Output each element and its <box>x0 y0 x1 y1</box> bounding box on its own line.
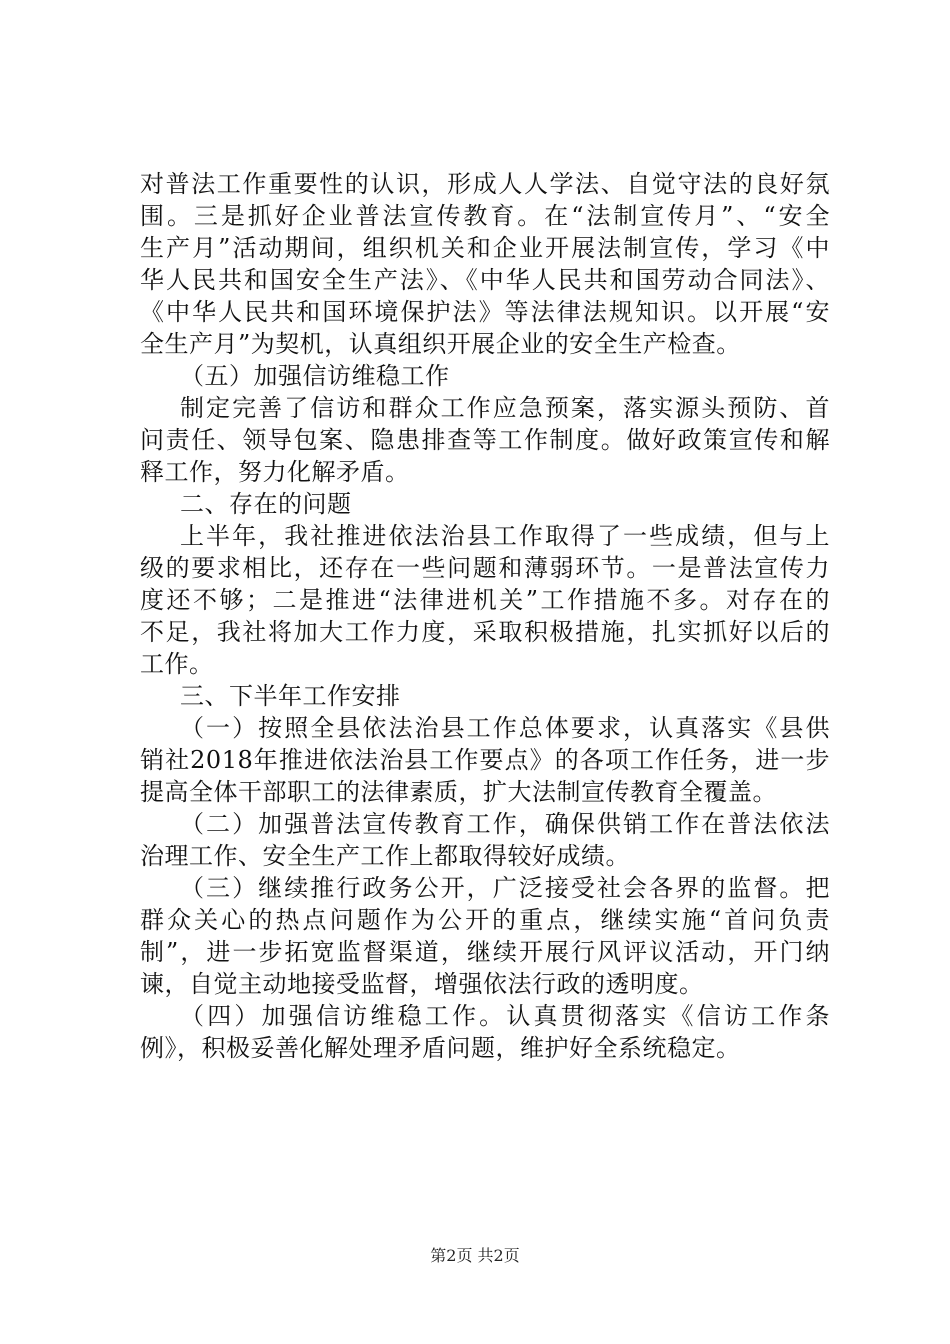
paragraph-petition <box>140 392 830 488</box>
page-number-footer: 第2页 共2页 <box>430 1246 520 1265</box>
paragraph-plan-1 <box>140 712 830 808</box>
text-line: 全生产月”为契机，认真组织开展企业的安全生产检查。 <box>140 330 741 358</box>
paragraph-plan-2 <box>140 808 830 872</box>
text-line: 上半年，我社推进依法治县工作取得了一些成绩，但与上 <box>180 522 830 550</box>
text-line: 生产月”活动期间，组织机关和企业开展法制宣传，学习《中 <box>140 234 830 262</box>
text-line: 度还不够；二是推进“法律进机关”工作措施不多。对存在的 <box>140 586 830 614</box>
text-line: 制定完善了信访和群众工作应急预案，落实源头预防、首 <box>180 394 830 422</box>
text-line: 制”，进一步拓宽监督渠道，继续开展行风评议活动，开门纳 <box>140 938 830 966</box>
text-line: 问责任、领导包案、隐患排查等工作制度。做好政策宣传和解 <box>140 426 830 454</box>
text-line: 群众关心的热点问题作为公开的重点，继续实施“首问负责 <box>140 906 830 934</box>
text-line: （四）加强信访维稳工作。认真贯彻落实《信访工作条 <box>180 1002 830 1030</box>
text-line: 对普法工作重要性的认识，形成人人学法、自觉守法的良好氛 <box>140 170 830 198</box>
paragraph-plan-3 <box>140 872 830 1000</box>
section-heading-plan: 三、下半年工作安排 <box>180 682 401 710</box>
text-line: 销社2018年推进依法治县工作要点》的各项工作任务，进一步 <box>140 746 830 774</box>
text-line: （三）继续推行政务公开，广泛接受社会各界的监督。把 <box>180 874 830 902</box>
section-heading-petition: （五）加强信访维稳工作 <box>180 362 450 390</box>
text-line: 例》，积极妥善化解处理矛盾问题，维护好全系统稳定。 <box>140 1034 741 1062</box>
paragraph-continuation <box>140 168 830 360</box>
text-line: 级的要求相比，还存在一些问题和薄弱环节。一是普法宣传力 <box>140 554 830 582</box>
text-line: 《中华人民共和国环境保护法》等法律法规知识。以开展“安 <box>140 298 830 326</box>
text-line: 提高全体干部职工的法律素质，扩大法制宣传教育全覆盖。 <box>140 778 777 806</box>
text-line: 围。三是抓好企业普法宣传教育。在“法制宣传月”、“安全 <box>140 202 830 230</box>
text-line: 工作。 <box>140 650 214 678</box>
paragraph-plan-4 <box>140 1000 830 1064</box>
paragraph-problems <box>140 520 830 680</box>
text-line: （二）加强普法宣传教育工作，确保供销工作在普法依法 <box>180 810 830 838</box>
section-heading-problems: 二、存在的问题 <box>180 490 352 518</box>
text-line: 释工作，努力化解矛盾。 <box>140 458 410 486</box>
text-line: 谏，自觉主动地接受监督，增强依法行政的透明度。 <box>140 970 704 998</box>
document-body <box>140 168 830 1064</box>
text-line: （一）按照全县依法治县工作总体要求，认真落实《县供 <box>180 714 830 742</box>
text-line: 治理工作、安全生产工作上都取得较好成绩。 <box>140 842 630 870</box>
text-line: 不足，我社将加大工作力度，采取积极措施，扎实抓好以后的 <box>140 618 830 646</box>
text-line: 华人民共和国安全生产法》、《中华人民共和国劳动合同法》、 <box>140 266 830 294</box>
